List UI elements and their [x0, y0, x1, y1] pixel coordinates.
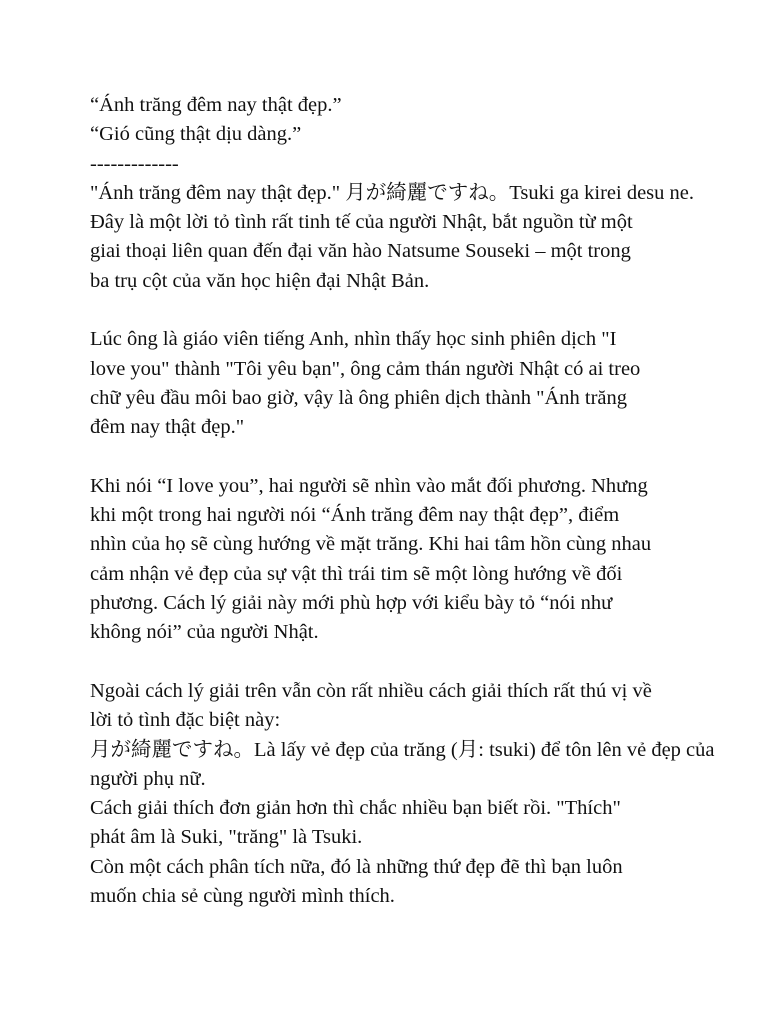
paragraph-4-line-4: người phụ nữ. — [90, 767, 206, 790]
paragraph-4-line-1: Ngoài cách lý giải trên vẫn còn rất nhiều cách giải thích rất thú vị về — [90, 679, 652, 702]
quote-wind: “Gió cũng thật dịu dàng.” — [90, 123, 302, 146]
paragraph-2-line-4: đêm nay thật đẹp." — [90, 416, 245, 439]
paragraph-3-line-2: khi một trong hai người nói “Ánh trăng đêm nay thật đẹp”, điểm — [90, 504, 620, 527]
paragraph-spacer — [90, 443, 700, 472]
paragraph-1-line-3: giai thoại liên quan đến đại văn hào Natsume Souseki – một trong — [90, 240, 631, 263]
paragraph-2-line-3: chữ yêu đầu môi bao giờ, vậy là ông phiên dịch thành "Ánh trăng — [90, 386, 628, 409]
paragraph-spacer — [90, 648, 700, 677]
paragraph-3-line-4: cảm nhận vẻ đẹp của sự vật thì trái tim sẽ một lòng hướng về đối — [90, 562, 623, 585]
paragraph-4-line-5: Cách giải thích đơn giản hơn thì chắc nhiều bạn biết rồi. "Thích" — [90, 797, 621, 820]
paragraph-spacer — [90, 296, 700, 325]
paragraph-3-line-3: nhìn của họ sẽ cùng hướng về mặt trăng. Khi hai tâm hồn cùng nhau — [90, 533, 652, 556]
paragraph-4-line-8: muốn chia sẻ cùng người mình thích. — [90, 885, 395, 908]
paragraph-1-line-2: Đây là một lời tỏ tình rất tinh tế của người Nhật, bắt nguồn từ một — [90, 211, 633, 234]
divider-line: ------------- — [90, 152, 179, 175]
paragraph-1-line-4: ba trụ cột của văn học hiện đại Nhật Bản. — [90, 269, 430, 292]
paragraph-4-line-2: lời tỏ tình đặc biệt này: — [90, 709, 281, 732]
quote-moon: “Ánh trăng đêm nay thật đẹp.” — [90, 94, 342, 116]
paragraph-2-line-1: Lúc ông là giáo viên tiếng Anh, nhìn thấy học sinh phiên dịch "I — [90, 328, 617, 351]
paragraph-3-line-1: Khi nói “I love you”, hai người sẽ nhìn vào mắt đối phương. Nhưng — [90, 474, 648, 497]
paragraph-2-line-2: love you" thành "Tôi yêu bạn", ông cảm thán người Nhật có ai treo — [90, 357, 641, 380]
paragraph-3-line-5: phương. Cách lý giải này mới phù hợp với kiểu bày tỏ “nói như — [90, 592, 613, 615]
paragraph-4-line-7: Còn một cách phân tích nữa, đó là những thứ đẹp đẽ thì bạn luôn — [90, 855, 623, 878]
paragraph-4-line-6: phát âm là Suki, "trăng" là Tsuki. — [90, 826, 363, 849]
paragraph-4-line-3: 月が綺麗ですね。Là lấy vẻ đẹp của trăng (月: tsuki) để tôn lên vẻ đẹp của — [90, 738, 715, 761]
paragraph-1-line-1: "Ánh trăng đêm nay thật đẹp." 月が綺麗ですね。Tsuki ga kirei desu ne. — [90, 181, 694, 204]
document-body — [90, 91, 715, 911]
paragraph-3-line-6: không nói” của người Nhật. — [90, 621, 319, 644]
